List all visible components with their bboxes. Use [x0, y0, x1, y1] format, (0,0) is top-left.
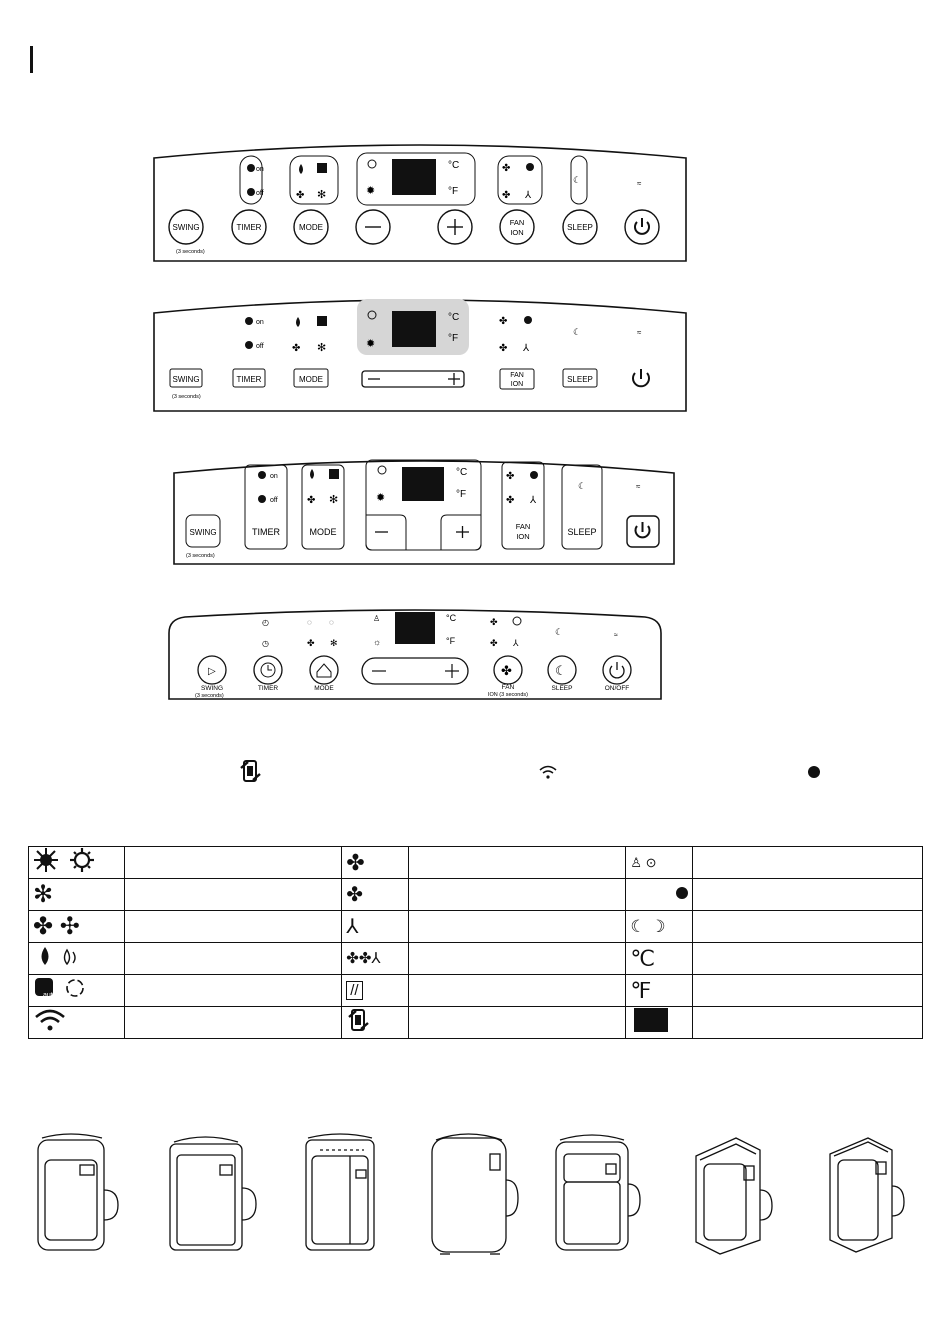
legend-desc — [124, 975, 342, 1007]
snowflake-icon: ✻ — [317, 189, 327, 201]
legend-drop-icon — [29, 943, 125, 975]
legend-row — [29, 911, 923, 943]
legend-desc — [124, 911, 342, 943]
legend-desc — [408, 879, 626, 911]
swing-note: (3 seconds) — [176, 249, 205, 255]
sleep-label: SLEEP — [567, 223, 593, 232]
legend-sleep-icon: ☾ ☽ — [626, 911, 693, 943]
unit-c: °C — [456, 467, 468, 478]
legend-person-icon: ♙ ⊙ — [626, 847, 693, 879]
legend-row — [29, 1007, 923, 1039]
timer-off-label: off — [256, 190, 264, 197]
fan-label: FAN — [510, 372, 524, 379]
ion-icon — [524, 316, 532, 324]
drop-icon: ◌ — [307, 618, 312, 627]
auto-mode-icon — [317, 316, 327, 326]
legend-fan-icon: ✤ ✣ — [29, 911, 125, 943]
fan-icon: ✤ — [307, 638, 315, 648]
product-models-row — [20, 1120, 940, 1260]
legend-row — [29, 943, 923, 975]
sleep-label: SLEEP — [551, 685, 573, 692]
auto-label: auto — [43, 992, 57, 999]
legend-snowflake-icon: ✻ — [29, 879, 125, 911]
high-fan-icon: ✤ — [499, 316, 508, 327]
product-model-4 — [432, 1134, 518, 1254]
fan-label: FAN — [509, 218, 525, 227]
timer-off-label: off — [256, 343, 264, 350]
timer-off-icon: ◷ — [262, 639, 269, 648]
snowflake-icon: ✻ — [317, 342, 327, 354]
control-panel-4 — [165, 603, 665, 703]
legend-desc — [692, 879, 922, 911]
low-fan-icon: ⅄ — [525, 190, 532, 201]
auto-mode-icon — [317, 163, 327, 173]
ion-label[interactable]: ION — [516, 532, 530, 541]
product-model-1 — [38, 1134, 118, 1250]
legend-desc — [124, 879, 342, 911]
sleep-icon: ☾ — [573, 327, 582, 337]
legend-desc — [408, 1007, 626, 1039]
fan-note: ION (3 seconds) — [487, 692, 529, 698]
dot-indicator — [808, 766, 820, 778]
auto-mode-icon — [329, 469, 339, 479]
display-screen — [395, 612, 435, 644]
low-fan-icon: ⅄ — [513, 638, 519, 648]
product-model-3 — [306, 1134, 374, 1250]
low-fan-icon: ⅄ — [530, 495, 537, 506]
product-model-7 — [830, 1138, 904, 1252]
icon-legend-table — [28, 846, 923, 1039]
sleep-label: SLEEP — [567, 375, 593, 384]
fan-label: FAN — [501, 684, 515, 691]
timer-label: TIMER — [257, 685, 279, 692]
auto-mode-icon: ◌ — [329, 618, 334, 627]
sleep-button[interactable]: SLEEP — [567, 527, 597, 537]
heat-icon: ✹ — [366, 185, 376, 197]
legend-row — [29, 879, 923, 911]
swing-icon: ▷ — [208, 666, 216, 677]
legend-auto-mode-icon — [29, 975, 125, 1007]
timer-label: TIMER — [236, 375, 262, 384]
wifi-icon: ≈ — [614, 632, 618, 639]
timer-on-icon: ◴ — [262, 618, 269, 627]
timer-button[interactable]: TIMER — [252, 527, 280, 537]
high-fan-icon: ✤ — [502, 163, 511, 174]
ion-icon — [526, 163, 534, 171]
high-fan-icon: ✤ — [506, 471, 515, 482]
medium-fan-icon: ✤ — [499, 343, 508, 354]
heat-icon: ☼ — [373, 637, 382, 647]
legend-desc — [408, 975, 626, 1007]
unit-c: °C — [448, 312, 460, 323]
fan-icon: ✤ — [307, 495, 316, 506]
low-fan-icon: ⅄ — [523, 343, 530, 354]
wifi-icon: ≈ — [637, 179, 642, 188]
swing-note: (3 seconds) — [172, 394, 201, 400]
unit-f: °F — [456, 489, 467, 500]
unit-f: ℉ — [630, 977, 652, 1003]
display-screen — [402, 467, 444, 501]
legend-desc — [124, 847, 342, 879]
legend-row — [29, 847, 923, 879]
legend-desc — [692, 847, 922, 879]
legend-desc — [408, 847, 626, 879]
swing-icon — [238, 758, 264, 784]
medium-fan-icon: ✤ — [490, 638, 498, 648]
sleep-button-icon: ☾ — [555, 663, 567, 678]
timer-on-label: on — [256, 166, 264, 173]
legend-swing-louver-icon: // — [342, 975, 409, 1007]
mode-label: MODE — [299, 223, 323, 232]
control-panel-1 — [150, 138, 690, 264]
sleep-icon: ☾ — [555, 627, 564, 637]
fan-button-icon: ✤ — [501, 663, 512, 678]
legend-desc — [692, 975, 922, 1007]
display-screen — [392, 159, 436, 195]
heat-icon: ✹ — [366, 338, 376, 350]
display-screen — [392, 311, 436, 347]
legend-wifi-icon — [29, 1007, 125, 1039]
wifi-icon: ≈ — [637, 328, 642, 337]
fan-icon: ✤ — [296, 190, 305, 201]
legend-fan-speed-icons: ✤✤⅄ — [342, 943, 409, 975]
medium-fan-icon: ✤ — [506, 495, 515, 506]
control-panel-2 — [150, 293, 690, 413]
swing-note: (3 seconds) — [195, 693, 224, 699]
mode-button[interactable]: MODE — [309, 527, 337, 537]
legend-desc — [124, 943, 342, 975]
mode-label: MODE — [299, 375, 323, 384]
product-model-5 — [556, 1135, 640, 1250]
swing-label: SWING — [172, 223, 200, 232]
ion-label: ION — [510, 381, 524, 388]
legend-medium-fan-icon: ✤ — [342, 879, 409, 911]
unit-f: °F — [446, 636, 456, 646]
legend-low-fan-icon: ⅄ — [342, 911, 409, 943]
legend-desc — [692, 1007, 922, 1039]
unit-c: °C — [448, 160, 460, 171]
legend-fahrenheit — [626, 975, 693, 1007]
heat-icon: ✹ — [376, 492, 386, 504]
legend-desc — [692, 911, 922, 943]
medium-fan-icon: ✤ — [502, 190, 511, 201]
timer-on-label: on — [256, 319, 264, 326]
timer-label: TIMER — [236, 223, 262, 232]
timer-on-label: on — [270, 473, 278, 480]
wifi-icon — [538, 764, 558, 780]
swing-label: SWING — [189, 528, 217, 537]
legend-high-fan-icon: ✤ — [342, 847, 409, 879]
high-fan-icon: ✤ — [490, 617, 498, 627]
person-icon: ♙ — [373, 614, 381, 623]
unit-c: ℃ — [630, 945, 656, 971]
swing-label: SWING — [172, 375, 200, 384]
wifi-icon: ≈ — [636, 482, 641, 491]
fan-icon: ✤ — [292, 343, 301, 354]
legend-row — [29, 975, 923, 1007]
swing-label: SWING — [200, 685, 224, 692]
mode-label: MODE — [314, 685, 334, 692]
unit-f: °F — [448, 333, 459, 344]
ion-icon — [530, 471, 538, 479]
legend-ion-icon — [626, 879, 693, 911]
legend-display-icon — [626, 1007, 693, 1039]
legend-celsius — [626, 943, 693, 975]
product-model-6 — [696, 1138, 772, 1254]
sleep-icon: ☾ — [578, 481, 587, 491]
sleep-icon: ☾ — [573, 175, 582, 185]
timer-off-label: off — [270, 497, 278, 504]
ion-label: ION — [510, 228, 524, 237]
snowflake-icon: ✻ — [330, 638, 338, 648]
unit-c: °C — [446, 613, 457, 623]
section-marker — [30, 46, 33, 73]
onoff-label: ON/OFF — [604, 685, 630, 692]
legend-desc — [124, 1007, 342, 1039]
legend-desc — [692, 943, 922, 975]
swing-note: (3 seconds) — [186, 553, 215, 559]
legend-swing-icon — [342, 1007, 409, 1039]
legend-desc — [408, 943, 626, 975]
control-panel-3 — [170, 455, 678, 567]
legend-desc — [408, 911, 626, 943]
snowflake-icon: ✻ — [329, 494, 339, 506]
unit-f: °F — [448, 186, 459, 197]
product-model-2 — [170, 1137, 256, 1250]
fan-label[interactable]: FAN — [515, 522, 531, 531]
legend-heat-icon — [29, 847, 125, 879]
